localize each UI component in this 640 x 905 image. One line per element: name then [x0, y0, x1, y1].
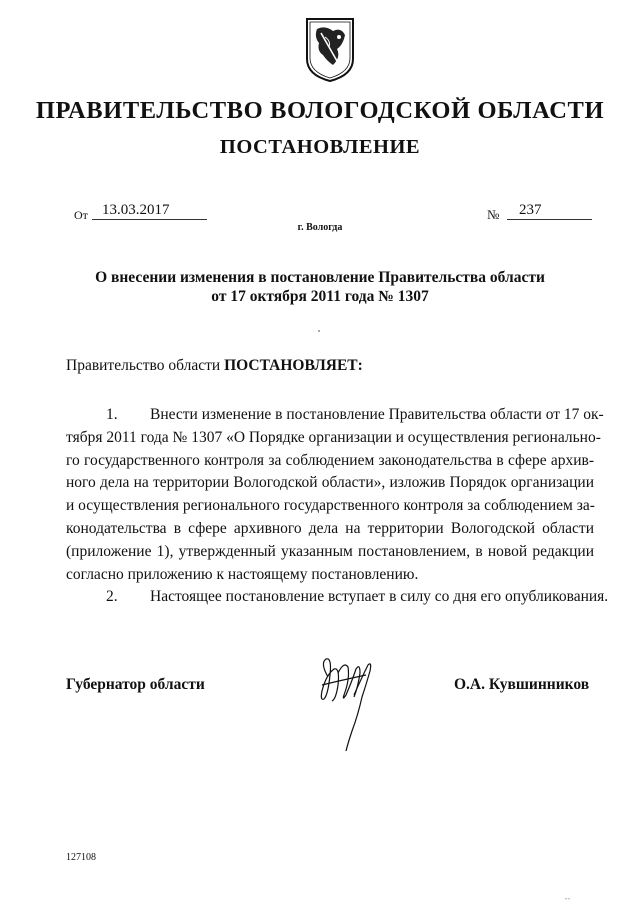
city-label: г. Вологда: [297, 222, 343, 233]
number-underline: [507, 219, 592, 220]
item-1-line-5: и осуществления регионального государственного контроля за соблюдением за-: [66, 497, 595, 515]
item-1-line-7: (приложение 1), утвержденный указанным постановлением, в новой редакции: [66, 542, 594, 560]
date-underline: [92, 219, 207, 220]
document-number: 237: [519, 202, 542, 218]
document-code: 127108: [66, 852, 96, 863]
date-label: От: [74, 208, 88, 222]
signer-name: О.А. Кувшинников: [454, 676, 590, 693]
number-label: №: [487, 207, 500, 222]
government-title: ПРАВИТЕЛЬСТВО ВОЛОГОДСКОЙ ОБЛАСТИ: [35, 97, 605, 124]
signer-position: Губернатор области: [66, 676, 205, 693]
coat-of-arms-icon: [303, 15, 357, 83]
document-subject: [0, 268, 640, 306]
item-1-line-1: 1. Внести изменение в постановление Правительства области от 17 ок-: [66, 404, 594, 427]
decree-items: [66, 404, 609, 609]
item-1-number: 1.: [106, 406, 118, 423]
item-1-line-6: конодательства в сфере архивного дела на территории Вологодской области: [66, 519, 594, 537]
document-date: 13.03.2017: [102, 202, 170, 218]
subject-line-1: О внесении изменения в постановление Правительства области: [95, 269, 545, 286]
decree-prefix: Правительство области: [66, 357, 221, 374]
handwritten-signature-icon: [318, 655, 376, 753]
decree-statement: [66, 357, 363, 375]
document-type: ПОСТАНОВЛЕНИЕ: [219, 136, 421, 158]
item-1-line-8: согласно приложению к настоящему постановлению.: [66, 565, 419, 583]
item-2-number: 2.: [106, 588, 118, 606]
item-1-line-3: го государственного контроля за соблюдением законодательства в сфере архив-: [66, 451, 594, 469]
scan-dot: [318, 330, 320, 332]
subject-line-2: от 17 октября 2011 года № 1307: [211, 288, 429, 305]
decree-keyword: ПОСТАНОВЛЯЕТ:: [224, 357, 363, 374]
item-1-line-4: ного дела на территории Вологодской области», изложив Порядок организации: [66, 474, 594, 492]
item-2-line-1: 2. Настоящее постановление вступает в силу со дня его опубликования.: [66, 586, 594, 609]
corner-mark: "": [565, 898, 570, 904]
item-1-line-2: тября 2011 года № 1307 «О Порядке организации и осуществления регионально-: [66, 428, 601, 446]
